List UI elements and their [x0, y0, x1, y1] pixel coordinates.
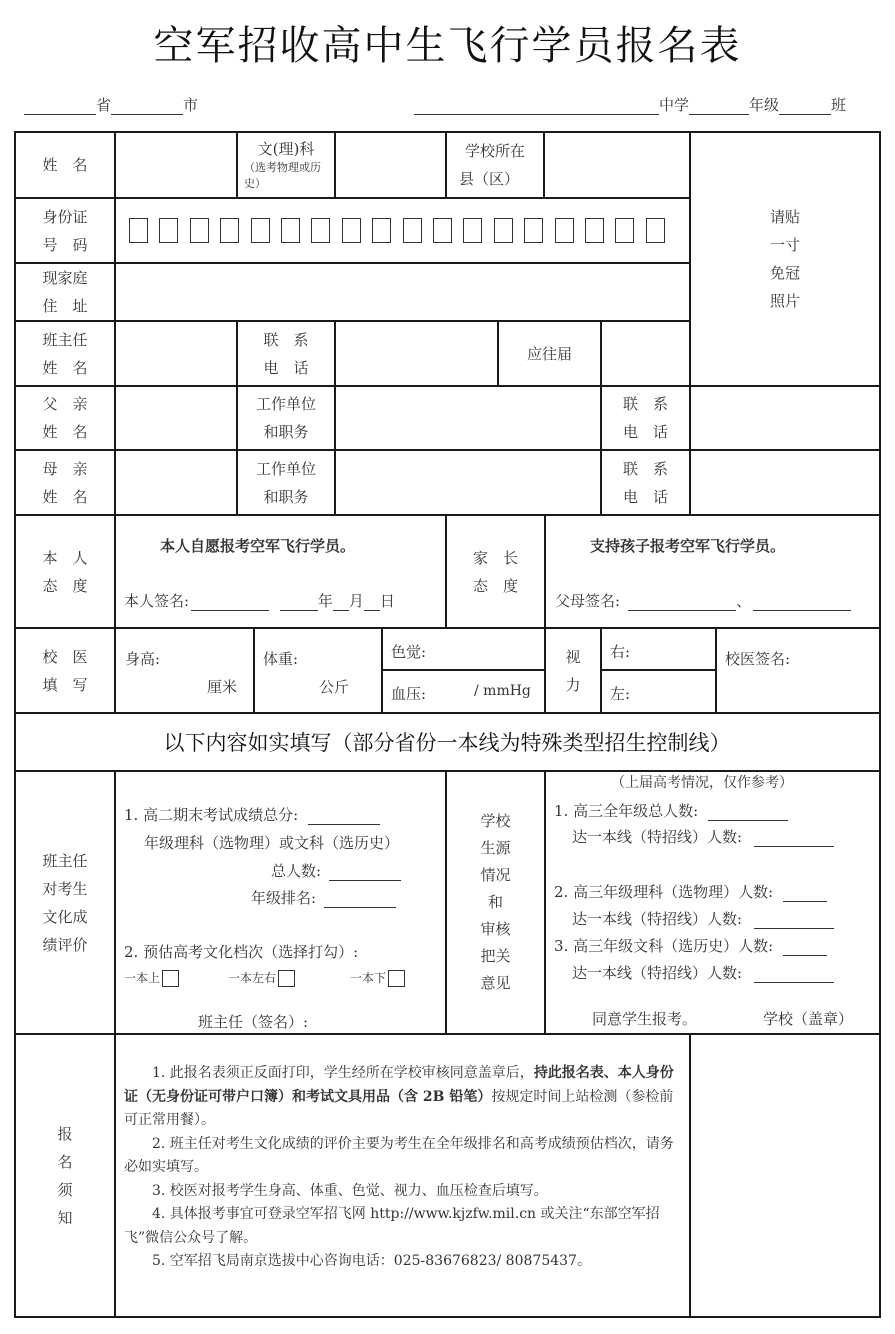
photo-text-line: 免冠 — [769, 264, 800, 282]
notice-label-line: 知 — [57, 1208, 73, 1227]
notice-label-line: 名 — [57, 1152, 73, 1171]
grid-line — [544, 770, 546, 1033]
arts-total-field[interactable] — [783, 940, 827, 956]
school-line3-label: 3. 高三年级文科（选历史）人数: — [554, 937, 774, 955]
evaluation-label-line: 班主任 — [42, 851, 88, 870]
city-label: 市 — [183, 96, 199, 114]
vision-label-line: 视 — [565, 647, 581, 666]
weight-unit: 公斤 — [319, 678, 350, 696]
id-digit-box[interactable] — [494, 218, 513, 243]
grid-line — [879, 131, 881, 1318]
notice-item-1 — [124, 1062, 682, 1133]
mother-work-field[interactable] — [336, 451, 600, 514]
school-label: 中学 — [659, 96, 690, 114]
notice-text — [124, 1062, 682, 1274]
vision-left-label: 左: — [610, 685, 631, 703]
school-line3 — [554, 935, 827, 956]
photo-text-line: 一寸 — [769, 236, 800, 254]
school-review-label-line: 审核 — [480, 920, 511, 938]
parent-sign-field-2[interactable] — [753, 595, 851, 611]
id-digit-box[interactable] — [403, 218, 422, 243]
county-field[interactable] — [545, 133, 689, 197]
id-label — [16, 199, 114, 262]
school-line2-label: 2. 高三年级理科（选物理）人数: — [554, 883, 774, 901]
teacher-sign-label: 班主任（签名）: — [198, 1013, 309, 1031]
id-digit-box[interactable] — [433, 218, 452, 243]
teacher-phone-field[interactable] — [336, 322, 497, 385]
grid-line — [600, 669, 715, 671]
photo-text-line: 照片 — [769, 292, 800, 310]
blood-pressure-unit: / mmHg — [474, 683, 531, 699]
eval-item1 — [124, 804, 380, 825]
eval-item2: 2. 预估高考文化档次（选择打勾）: — [124, 943, 359, 961]
option-label: 一本下 — [350, 971, 387, 985]
father-work-field[interactable] — [336, 387, 600, 449]
subject-note: （选考物理或历史） — [244, 161, 321, 190]
father-label-line: 姓 名 — [42, 423, 88, 441]
total-score-field[interactable] — [308, 809, 380, 825]
section-banner: 以下内容如实填写（部分省份一本线为特殊类型招生控制线） — [163, 731, 731, 755]
medical-label-line: 校 医 — [42, 647, 88, 666]
notice-label-line: 须 — [57, 1180, 73, 1199]
mother-phone-label-line: 联 系 — [622, 459, 668, 478]
school-field[interactable] — [414, 97, 659, 115]
grade-label: 年级 — [749, 96, 780, 114]
school-line1-label: 1. 高三全年级总人数: — [554, 802, 699, 820]
id-label-line: 号 码 — [42, 235, 88, 254]
school-review-label-line: 意见 — [480, 974, 511, 992]
day-label: 日 — [379, 592, 395, 610]
grid-line — [14, 627, 881, 629]
eval-rank-label: 年级排名: — [251, 889, 317, 907]
school-review-label-line: 生源 — [480, 839, 511, 857]
mother-label — [16, 451, 114, 514]
option-tier1-lower — [350, 969, 405, 987]
school-line3b-label: 达一本线（特招线）人数: — [572, 964, 743, 982]
id-digit-box[interactable] — [129, 218, 148, 243]
parent-attitude-label-line: 家 长 — [472, 548, 518, 567]
eval-item1-sub: 年级理科（选物理）或文科（选历史） — [144, 834, 400, 852]
school-review-label-line: 情况 — [480, 866, 511, 884]
vision-right-label: 右: — [610, 643, 631, 661]
medical-label-line: 填 写 — [42, 675, 88, 694]
class-label: 班 — [831, 96, 847, 114]
grid-line — [381, 627, 383, 712]
id-label-line: 身份证 — [42, 207, 88, 226]
school-review-label-line: 把关 — [480, 947, 511, 965]
notice-item-5: 5. 空军招飞局南京选拔中心咨询电话：025-83676823/ 80875437。 — [152, 1253, 591, 1269]
id-digit-box[interactable] — [159, 218, 178, 243]
id-digit-box[interactable] — [251, 218, 270, 243]
grade-field[interactable] — [689, 97, 749, 115]
mother-phone-field[interactable] — [691, 451, 879, 514]
id-digit-box[interactable] — [190, 218, 209, 243]
teacher-phone-label — [238, 322, 334, 385]
month-label: 月 — [348, 592, 364, 610]
arts-tier1-field[interactable] — [754, 967, 834, 983]
grid-line — [14, 1316, 881, 1318]
vision-label — [546, 629, 600, 712]
parent-sign-field-1[interactable] — [628, 595, 736, 611]
mother-work-label-line: 和职务 — [263, 487, 309, 506]
notice-label-line: 报 — [57, 1124, 73, 1143]
grid-line — [600, 627, 602, 712]
address-label-line: 现家庭 — [42, 269, 88, 287]
subject-label-cell — [238, 133, 334, 197]
medical-label — [16, 629, 114, 712]
blood-pressure-label: 血压: — [391, 685, 427, 703]
mother-label-line: 姓 名 — [42, 487, 88, 506]
form-title: 空军招收高中生飞行学员报名表 — [153, 23, 742, 69]
option-checkbox[interactable] — [278, 970, 295, 987]
school-review-label-line: 和 — [487, 893, 503, 911]
school-review-note: （上届高考情况，仅作参考） — [611, 775, 793, 791]
mother-phone-label-line: 电 话 — [622, 487, 668, 506]
option-label: 一本上 — [124, 971, 161, 985]
grade-total-field[interactable] — [708, 805, 788, 821]
option-tier1-around — [228, 969, 295, 987]
option-checkbox[interactable] — [388, 970, 405, 987]
self-attitude-label — [16, 516, 114, 627]
mother-label-line: 母 亲 — [42, 459, 88, 478]
sign-day-field[interactable] — [364, 595, 380, 611]
self-statement: 本人自愿报考空军飞行学员。 — [160, 537, 356, 555]
sign-year-field[interactable] — [280, 595, 318, 611]
mother-work-label — [238, 451, 334, 514]
eval-total-label: 总人数: — [271, 862, 322, 880]
mother-name-field[interactable] — [116, 451, 236, 514]
father-phone-label — [602, 387, 689, 449]
doctor-sign-label: 校医签名: — [725, 650, 791, 668]
province-field[interactable] — [24, 97, 96, 115]
height-unit: 厘米 — [207, 678, 238, 696]
father-work-label — [238, 387, 334, 449]
notice-item-1-tail: 按规定时间上站检测（参检前可正常用餐）。 — [124, 1088, 674, 1128]
parent-sign-label: 父母签名: — [555, 592, 621, 610]
id-digit-box[interactable] — [281, 218, 300, 243]
id-digit-box[interactable] — [646, 218, 665, 243]
id-digit-box[interactable] — [220, 218, 239, 243]
self-sign-label: 本人签名: — [124, 592, 190, 610]
parent-attitude-label — [447, 516, 544, 627]
eval-rank — [251, 887, 396, 908]
notice-blank-area — [691, 1035, 879, 1316]
graduate-field[interactable] — [602, 322, 689, 385]
color-vision-label: 色觉: — [391, 643, 427, 661]
eval-item1-label: 1. 高二期末考试成绩总分: — [124, 806, 299, 824]
evaluation-label-line: 文化成 — [42, 907, 88, 926]
science-total-field[interactable] — [783, 886, 827, 902]
total-count-field[interactable] — [329, 865, 401, 881]
id-digit-box[interactable] — [585, 218, 604, 243]
notice-item-4: 4. 具体报考事宜可登录空军招飞网 http://www.kjzfw.mil.cn 或关注“东部空军招飞”微信公众号了解。 — [124, 1206, 660, 1246]
school-stamp: 学校（盖章） — [763, 1010, 854, 1028]
id-digit-box[interactable] — [311, 218, 330, 243]
option-label: 一本左右 — [228, 971, 277, 985]
county-label-line: 学校所在 — [464, 142, 525, 160]
teacher-label-line: 姓 名 — [42, 358, 88, 377]
school-review-label — [447, 772, 544, 1033]
vision-label-line: 力 — [565, 675, 581, 694]
parent-signature-line — [555, 590, 851, 611]
option-checkbox[interactable] — [162, 970, 179, 987]
parent-attitude-label-line: 态 度 — [472, 576, 518, 595]
school-line1 — [554, 800, 788, 821]
teacher-label-line: 班主任 — [42, 330, 88, 349]
school-line3b — [572, 962, 834, 983]
notice-item-1-text: 1. 此报名表须正反面打印，学生经所在学校审核同意盖章后， — [152, 1065, 534, 1081]
notice-item-1-bold: 持此报名表、本人身份证（无身份证可带户口簿）和考试文具用品（含 2B 铅笔） — [124, 1065, 674, 1105]
class-field[interactable] — [779, 97, 831, 115]
father-phone-field[interactable] — [691, 387, 879, 449]
photo-text-line: 请贴 — [769, 208, 800, 226]
address-field[interactable] — [116, 264, 689, 320]
city-field[interactable] — [111, 97, 183, 115]
mother-phone-label — [602, 451, 689, 514]
school-agree: 同意学生报考。 — [592, 1010, 698, 1028]
evaluation-label-line: 对考生 — [42, 879, 88, 898]
teacher-label — [16, 322, 114, 385]
self-attitude-label-line: 本 人 — [42, 548, 88, 567]
grid-line — [715, 627, 717, 712]
header-location — [24, 94, 198, 115]
grid-line — [381, 669, 544, 671]
grid-line — [544, 514, 546, 627]
id-digit-box[interactable] — [615, 218, 634, 243]
notice-label — [16, 1035, 114, 1316]
sign-month-field[interactable] — [333, 595, 349, 611]
father-work-label-line: 和职务 — [263, 423, 309, 441]
school-review-label-line: 学校 — [480, 812, 511, 830]
grid-line — [253, 627, 255, 712]
id-digit-box[interactable] — [463, 218, 482, 243]
father-name-field[interactable] — [116, 387, 236, 449]
name-field[interactable] — [116, 133, 236, 197]
evaluation-label-line: 绩评价 — [42, 935, 88, 954]
county-label-cell — [447, 133, 543, 197]
teacher-name-field[interactable] — [116, 322, 236, 385]
subject-label: 文(理)科 — [257, 140, 315, 158]
father-work-label-line: 工作单位 — [255, 395, 316, 413]
notice-item-3: 3. 校医对报考学生身高、体重、色觉、视力、血压检查后填写。 — [152, 1182, 548, 1199]
parent-statement: 支持孩子报考空军飞行学员。 — [590, 537, 786, 555]
address-label — [16, 264, 114, 320]
subject-field[interactable] — [336, 133, 445, 197]
separator: 、 — [736, 592, 752, 610]
address-label-line: 住 址 — [42, 297, 88, 315]
self-sign-field[interactable] — [191, 595, 269, 611]
science-tier1-field[interactable] — [754, 913, 834, 929]
notice-item-2: 2. 班主任对考生文化成绩的评价主要为考生在全年级排名和高考成绩预估档次，请务必如实填写。 — [124, 1135, 674, 1175]
grade-tier1-field[interactable] — [754, 831, 834, 847]
rank-field[interactable] — [324, 892, 396, 908]
county-label-line: 县（区） — [459, 170, 520, 188]
weight-label: 体重: — [263, 650, 299, 668]
evaluation-label — [16, 772, 114, 1033]
school-line2b-label: 达一本线（特招线）人数: — [572, 910, 743, 928]
graduate-label: 应往届 — [526, 344, 572, 363]
height-label: 身高: — [125, 650, 161, 668]
school-line1b — [572, 826, 834, 847]
eval-total — [271, 860, 401, 881]
photo-area[interactable] — [691, 133, 879, 385]
father-phone-label-line: 联 系 — [622, 395, 668, 413]
province-label: 省 — [96, 96, 112, 114]
year-label: 年 — [317, 592, 333, 610]
id-digit-box[interactable] — [524, 218, 543, 243]
father-phone-label-line: 电 话 — [622, 423, 668, 441]
teacher-phone-label-line: 电 话 — [263, 358, 309, 377]
mother-work-label-line: 工作单位 — [255, 459, 316, 478]
id-digit-box[interactable] — [342, 218, 361, 243]
id-digit-box[interactable] — [372, 218, 391, 243]
father-label-line: 父 亲 — [42, 395, 88, 413]
school-line2b — [572, 908, 834, 929]
school-line2 — [554, 881, 827, 902]
grid-line — [114, 770, 116, 1318]
option-tier1-upper — [124, 969, 179, 987]
father-label — [16, 387, 114, 449]
name-label: 姓 名 — [42, 156, 88, 174]
id-digit-box[interactable] — [555, 218, 574, 243]
header-school — [414, 94, 846, 115]
self-attitude-label-line: 态 度 — [42, 576, 88, 595]
teacher-phone-label-line: 联 系 — [263, 330, 309, 349]
self-signature-line — [124, 590, 395, 611]
school-line1b-label: 达一本线（特招线）人数: — [572, 828, 743, 846]
